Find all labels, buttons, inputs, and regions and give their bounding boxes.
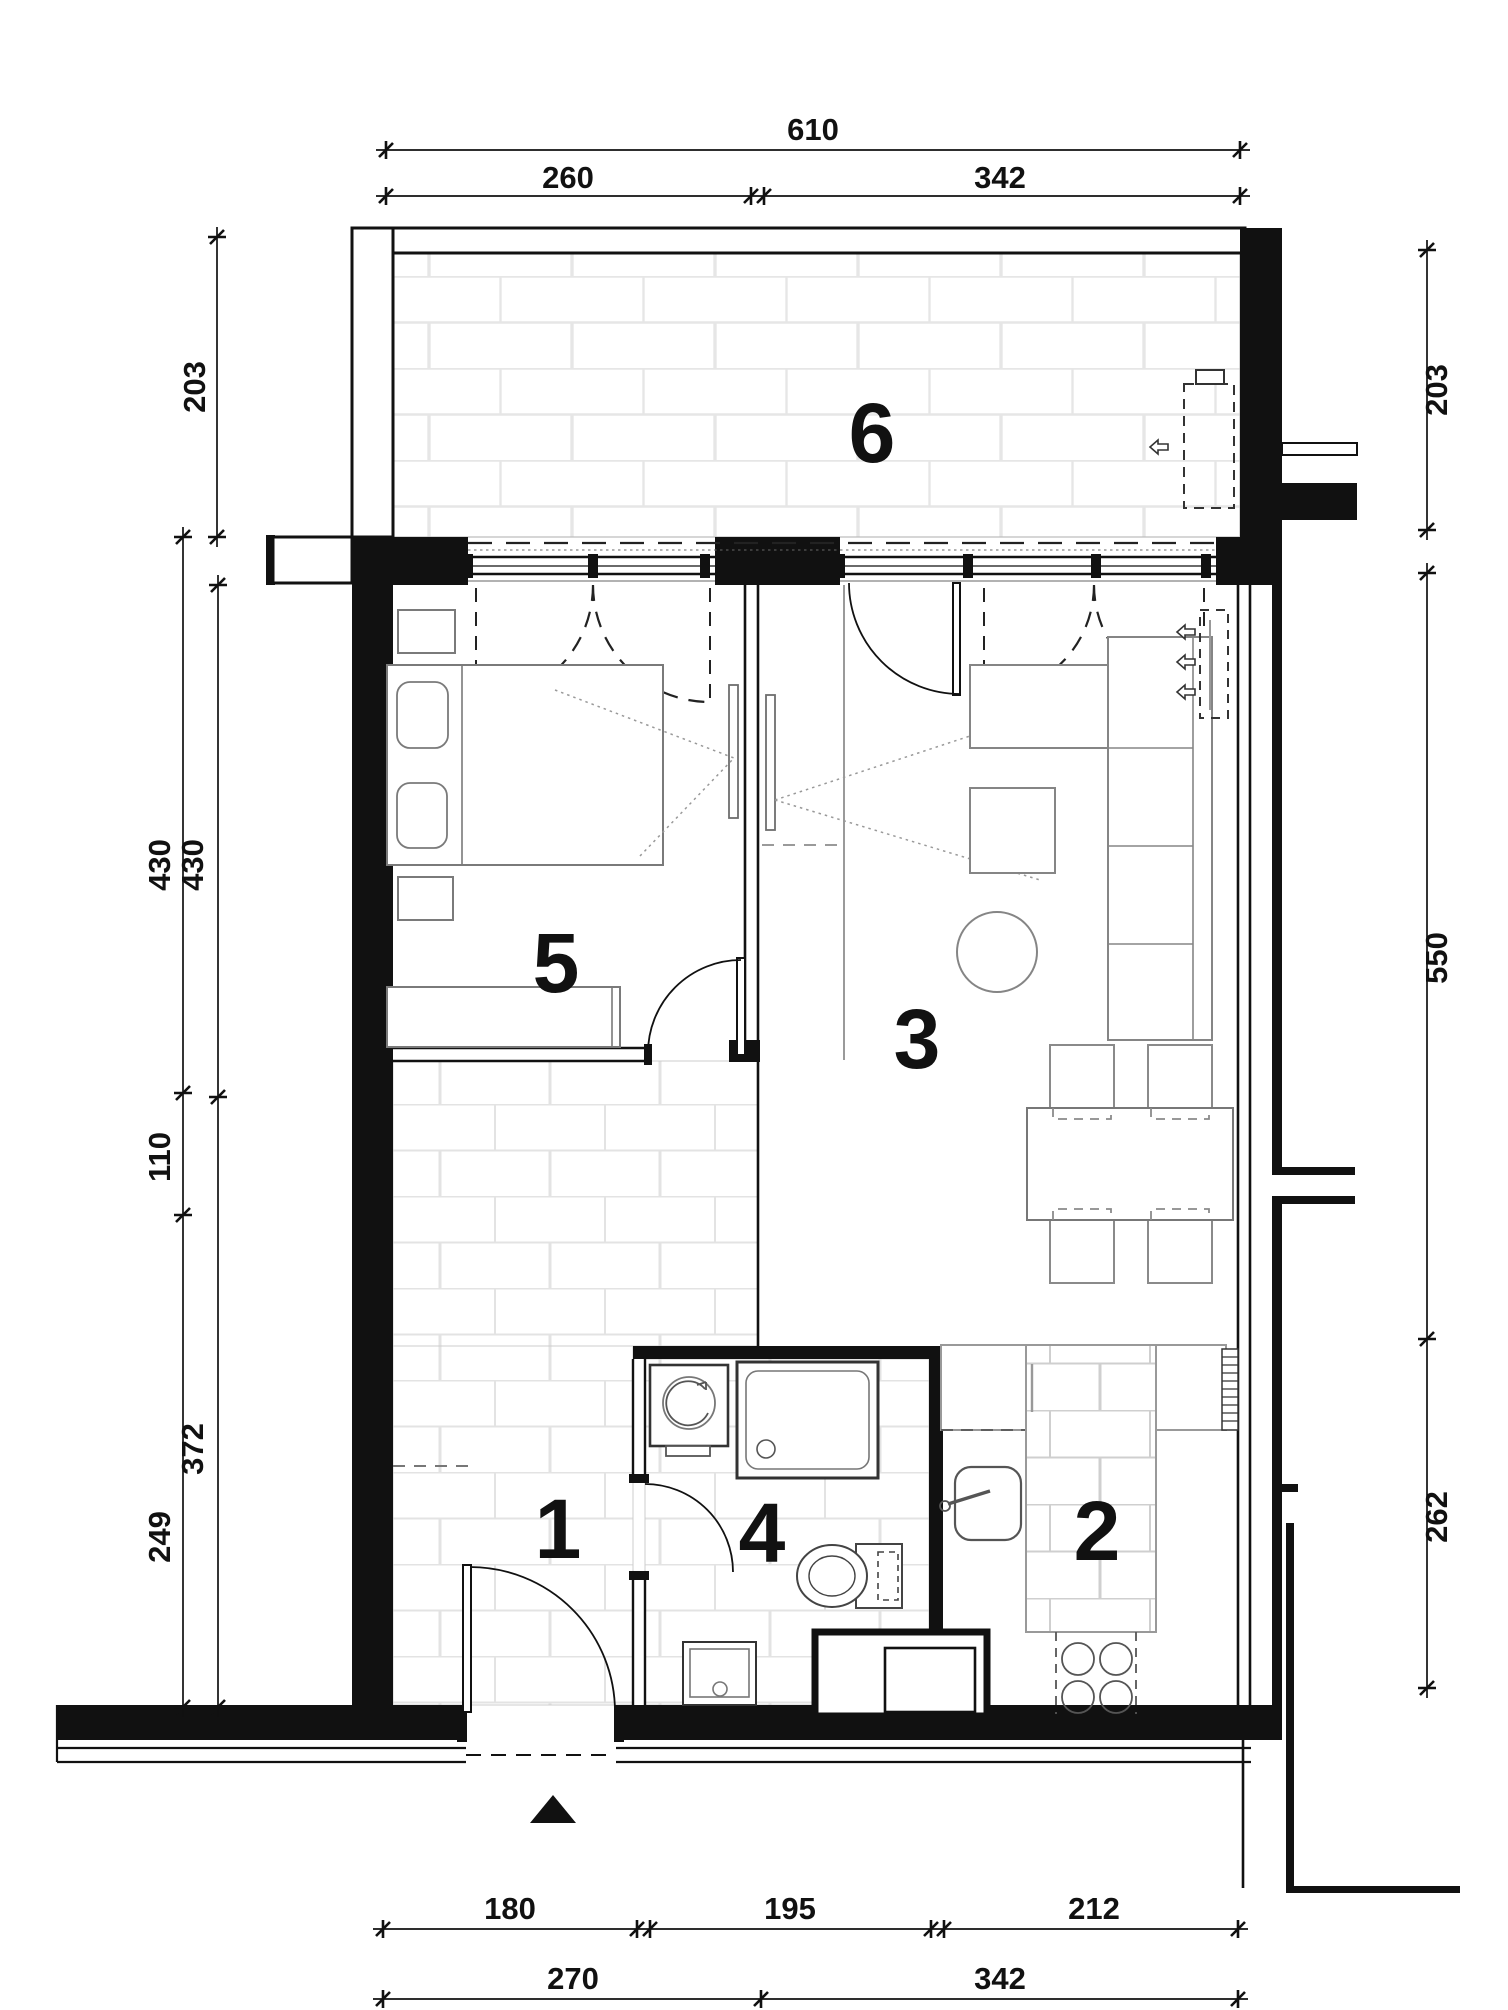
coffee-table (970, 788, 1055, 873)
nightstand (398, 877, 453, 920)
dim-left-110: 110 (142, 1131, 177, 1183)
counter-corner (941, 1345, 1026, 1430)
dim-left-249: 249 (142, 1511, 177, 1563)
sofa (1108, 637, 1212, 1040)
washing-machine (650, 1365, 728, 1456)
pillow (397, 783, 447, 848)
bathroom-sink (683, 1642, 756, 1705)
counter-right (1156, 1345, 1226, 1430)
duct-shaft (815, 1632, 987, 1716)
dim-left-outer-430: 430 (142, 839, 177, 891)
room-label-bathroom: 4 (738, 1486, 786, 1580)
dim-bottom-270: 270 (547, 1961, 599, 1996)
nightstand (398, 610, 455, 653)
dim-top-total: 610 (787, 112, 839, 147)
dim-right-262: 262 (1419, 1491, 1454, 1543)
balcony-single-door (849, 583, 960, 695)
bottom-wall-left (57, 1705, 466, 1740)
room-label-kitchen: 2 (1073, 1484, 1121, 1578)
dim-bottom-342: 342 (974, 1961, 1026, 1996)
livingroom-furniture (957, 637, 1212, 1040)
sofa-chaise (970, 665, 1113, 748)
dim-left-372: 372 (175, 1423, 210, 1475)
toilet (797, 1544, 902, 1608)
room-label-living: 3 (893, 992, 941, 1086)
right-wall (1238, 585, 1355, 1740)
bedroom-furniture (387, 610, 663, 1047)
dim-top-seg-2: 342 (974, 160, 1026, 195)
dim-bottom-195: 195 (764, 1891, 816, 1926)
entrance-arrow-icon (530, 1795, 576, 1823)
dim-top-seg-1: 260 (542, 160, 594, 195)
room-label-bedroom: 5 (532, 916, 580, 1010)
dim-bottom-212: 212 (1068, 1891, 1120, 1926)
room-label-hall: 1 (534, 1482, 582, 1576)
room-label-balcony: 6 (848, 386, 896, 480)
dim-right-203: 203 (1419, 364, 1454, 416)
balcony-floor-tiles (393, 253, 1240, 537)
pillow (397, 682, 448, 748)
sliding-panel (729, 685, 738, 818)
balcony-right-wall (1240, 228, 1282, 585)
pouf (957, 912, 1037, 992)
radiator (1222, 1349, 1238, 1430)
dining-table (1027, 1108, 1233, 1220)
dim-left-inner-430: 430 (175, 839, 210, 891)
dim-left-203: 203 (177, 361, 212, 413)
kitchen-sink (940, 1467, 1021, 1540)
cooktop (1053, 1632, 1139, 1714)
sliding-panel (766, 695, 775, 830)
dim-bottom-180: 180 (484, 1891, 536, 1926)
dim-right-550: 550 (1419, 932, 1454, 984)
shower-tub (737, 1362, 878, 1478)
dresser (387, 987, 620, 1047)
dining-set (1027, 1045, 1233, 1283)
